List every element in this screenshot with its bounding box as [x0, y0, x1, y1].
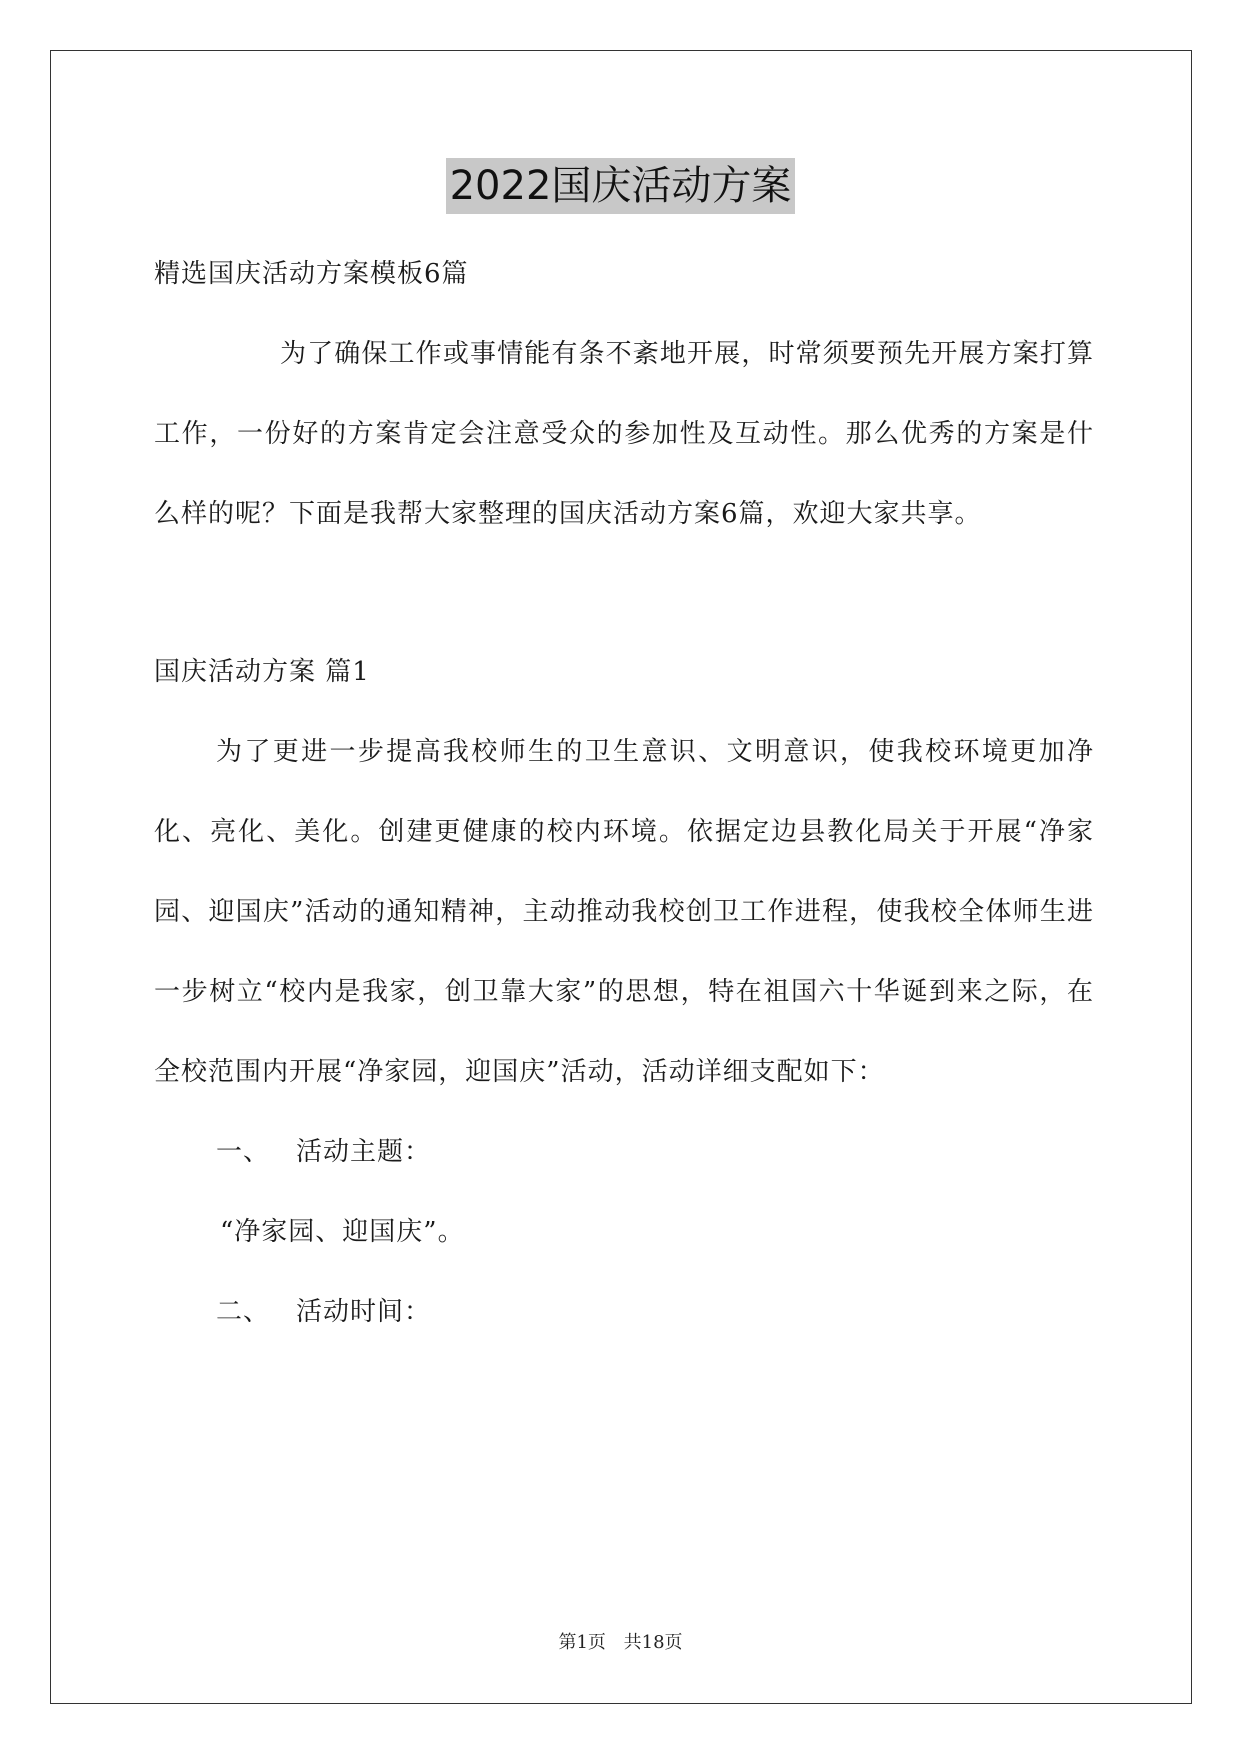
item-text: 活动主题：	[296, 1137, 432, 1167]
title-container	[0, 158, 1241, 214]
list-item	[154, 1112, 1094, 1192]
section-heading: 国庆活动方案 篇1	[154, 657, 370, 687]
intro-paragraph: 为了确保工作或事情能有条不紊地开展，时常须要预先开展方案打算工作，一份好的方案肯定会注意受众的参加性及互动性。那么优秀的方案是什么样的呢？下面是我帮大家整理的国庆活动方案6篇，欢迎大家共享。	[154, 339, 1094, 529]
spacer	[154, 554, 1094, 632]
document-title: 2022国庆活动方案	[446, 158, 796, 214]
list-item	[154, 1272, 1094, 1352]
page-footer	[0, 1628, 1241, 1654]
theme-quote: “净家园、迎国庆”。	[220, 1217, 465, 1247]
item-number: 二、	[216, 1297, 271, 1327]
page-number: 第1页	[558, 1632, 606, 1653]
subtitle: 精选国庆活动方案模板6篇	[154, 259, 469, 289]
item-number: 一、	[216, 1137, 271, 1167]
document-body	[154, 234, 1094, 1352]
page-total: 共18页	[623, 1632, 683, 1653]
section-paragraph: 为了更进一步提高我校师生的卫生意识、文明意识，使我校环境更加净化、亮化、美化。创建更健康的校内环境。依据定边县教化局关于开展“净家园、迎国庆”活动的通知精神，主动推动我校创卫工作进程，使我校全体师生进一步树立“校内是我家，创卫靠大家”的思想，特在祖国六十华诞到来之际，在全校范围内开展“净家园，迎国庆”活动，活动详细支配如下：	[154, 737, 1094, 1087]
item-text: 活动时间：	[296, 1297, 432, 1327]
